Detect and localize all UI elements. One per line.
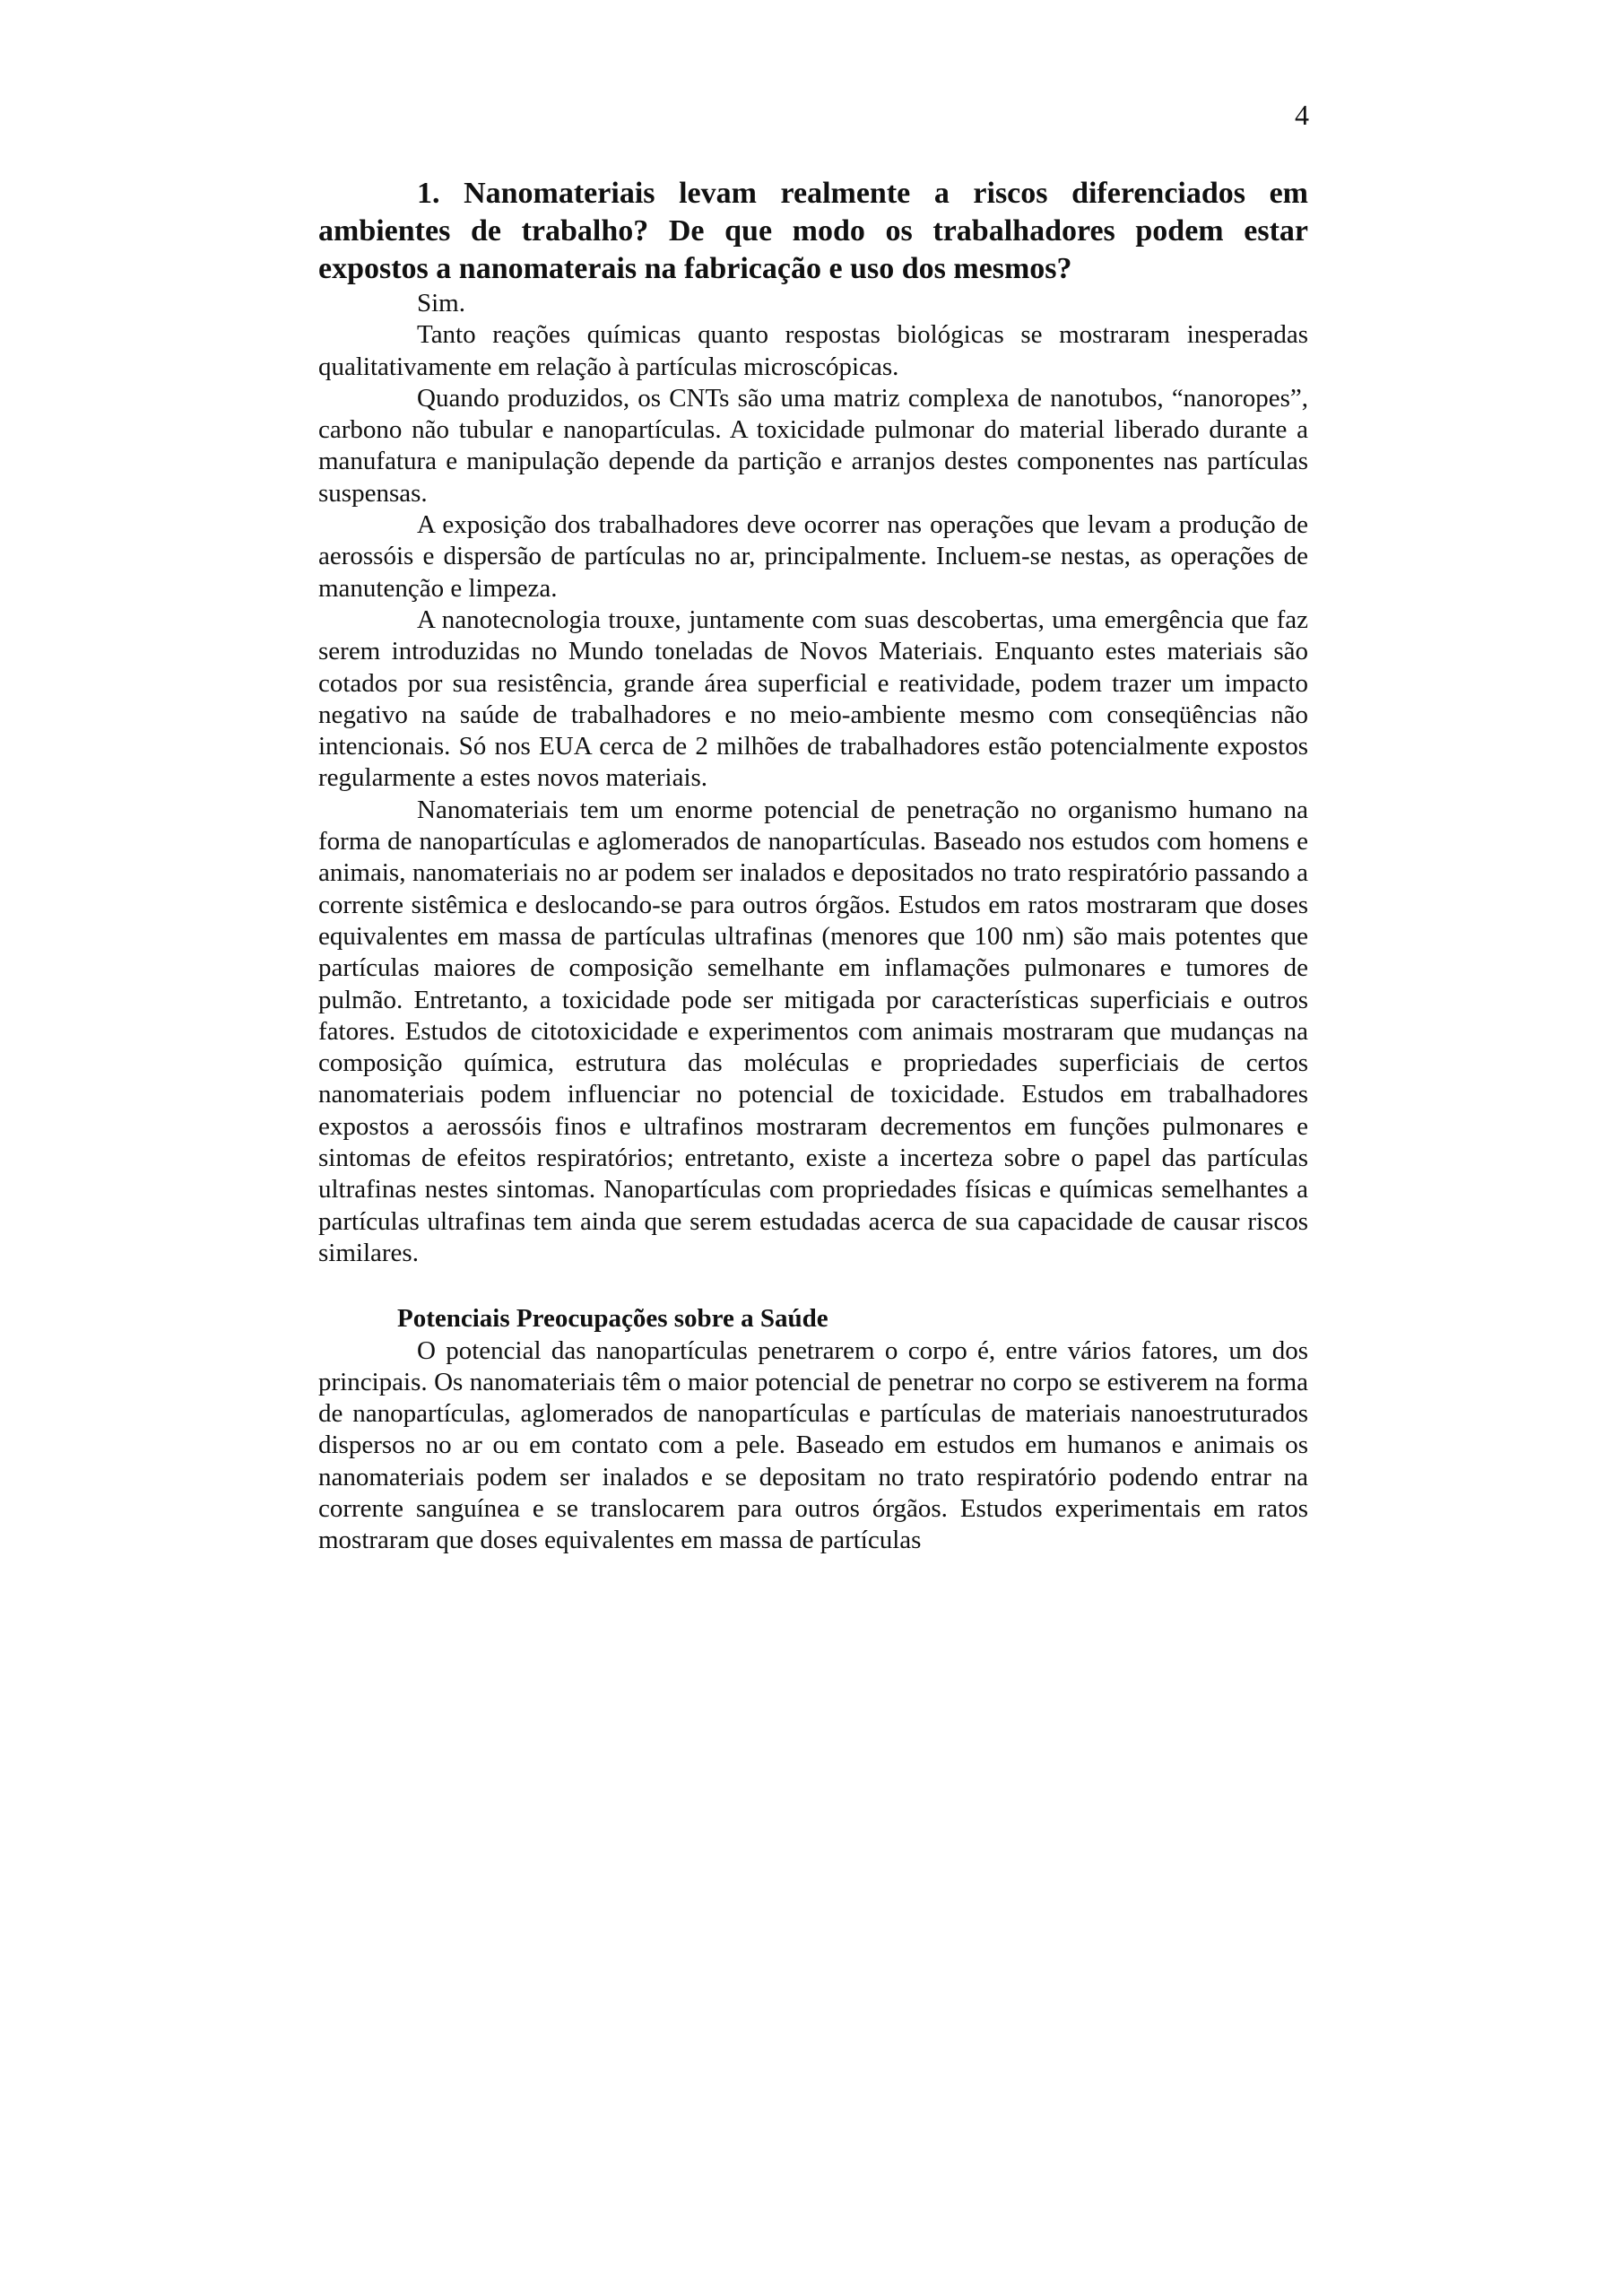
- page-number: 4: [1295, 99, 1309, 131]
- section-heading: Potenciais Preocupações sobre a Saúde: [397, 1304, 828, 1334]
- answer-paragraph: Nanomateriais tem um enorme potencial de penetração no organismo humano na forma de nanopartículas e aglomerados de nanopartículas. Baseado nos estudos com homens e animais, nanomateriais no ar podem ser inalados e depositados no trato respiratório passando a corrente sistêmica e deslocando-se para outros órgãos. Estudos em ratos mostraram que doses equivalentes em massa de partículas ultrafinas (menores que 100 nm) são mais potentes que partículas maiores de composição semelhante em inflamações pulmonares e tumores de pulmão. Entretanto, a toxicidade pode ser mitigada por características superficiais e outros fatores. Estudos de citotoxicidade e experimentos com animais mostraram que mudanças na composição química, estrutura das moléculas e propriedades superficiais de certos nanomateriais podem influenciar no potencial de toxicidade. Estudos em trabalhadores expostos a aerossóis finos e ultrafinos mostraram decrementos em funções pulmonares e sintomas de efeitos respiratórios; entretanto, existe a incerteza sobre o papel das partículas ultrafinas nestes sintomas. Nanopartículas com propriedades físicas e químicas semelhantes a partículas ultrafinas tem ainda que serem estudadas acerca de sua capacidade de causar riscos similares.: [318, 795, 1308, 1267]
- answer-paragraph: Tanto reações químicas quanto respostas biológicas se mostraram inesperadas qualitativamente em relação à partículas microscópicas.: [318, 320, 1308, 381]
- question-heading: 1. Nanomateriais levam realmente a riscos diferenciados em ambientes de trabalho? De que modo os trabalhadores podem estar expostos a nanomaterais na fabricação e uso dos mesmos?: [318, 177, 1308, 285]
- answer-paragraph: A exposição dos trabalhadores deve ocorrer nas operações que levam a produção de aerossóis e dispersão de partículas no ar, principalmente. Incluem-se nestas, as operações de manutenção e limpeza.: [318, 510, 1308, 603]
- answer-paragraph: Quando produzidos, os CNTs são uma matriz complexa de nanotubos, “nanoropes”, carbono não tubular e nanopartículas. A toxicidade pulmonar do material liberado durante a manufatura e manipulação depende da partição e arranjos destes componentes nas partículas suspensas.: [318, 383, 1308, 508]
- section-paragraph: O potencial das nanopartículas penetrarem o corpo é, entre vários fatores, um dos principais. Os nanomateriais têm o maior potencial de penetrar no corpo se estiverem na forma de nanopartículas, aglomerados de nanopartículas e partículas de materiais nanoestruturados dispersos no ar ou em contato com a pele. Baseado em estudos em humanos e animais os nanomateriais podem ser inalados e se depositam no trato respiratório podendo entrar na corrente sanguínea e se translocarem para outros órgãos. Estudos experimentais em ratos mostraram que doses equivalentes em massa de partículas: [318, 1335, 1308, 1555]
- answer-paragraph: A nanotecnologia trouxe, juntamente com suas descobertas, uma emergência que faz serem introduzidas no Mundo toneladas de Novos Materiais. Enquanto estes materiais são cotados por sua resistência, grande área superficial e reatividade, podem trazer um impacto negativo na saúde de trabalhadores e no meio-ambiente mesmo com conseqüências não intencionais. Só nos EUA cerca de 2 milhões de trabalhadores estão potencialmente expostos regularmente a estes novos materiais.: [318, 604, 1308, 793]
- page-content: [318, 175, 1308, 1557]
- answer-paragraph: Sim.: [417, 289, 465, 317]
